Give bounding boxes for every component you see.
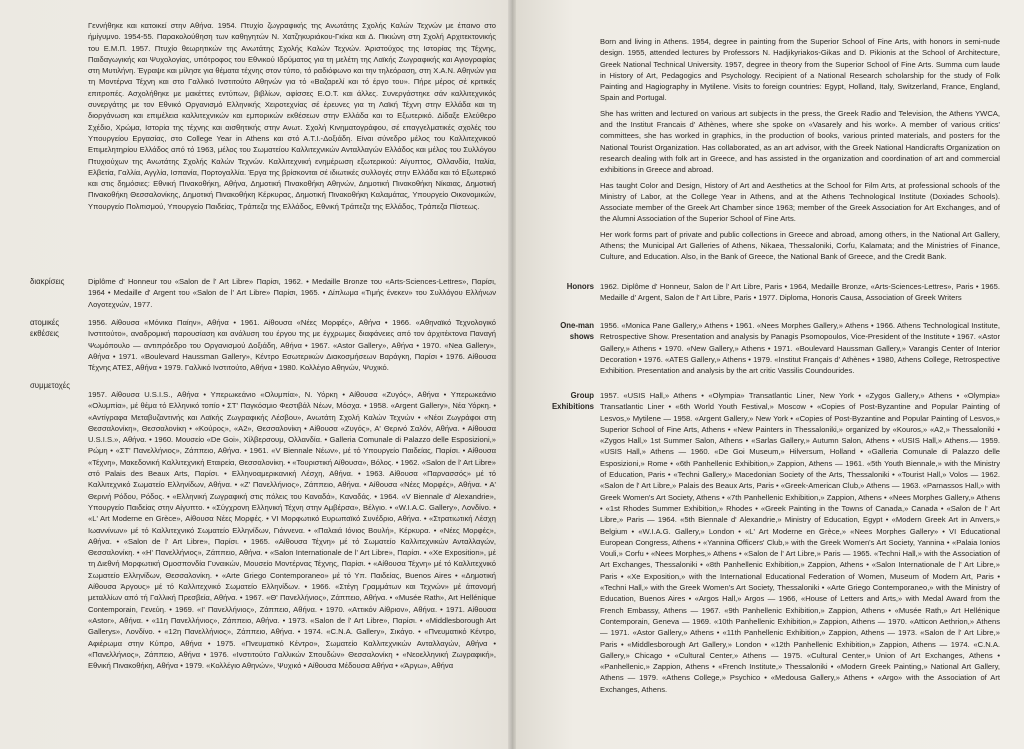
solo-label-line1: One-man bbox=[560, 321, 594, 330]
greek-group-exhibitions-text: 1957. Αίθουσα U.S.I.S., Αθήνα • Υπερωκεάνιο «Ολυμπία», Ν. Υόρκη • Αίθουσα «Ζυγός», Αθήνα • Υπερωκεάνιο «Ολυμπία», μέ θέμα τό Ελληνικό τοπίο • ΣΤ' Παγκόσμιο Φεστιβάλ Νέων, Μόσχα. • 1958. «Argent Gallery», Νέα Υόρκη. • «Αντίγραφα Μεταβυζαντινής και Λαϊκής Ζωγραφικής Λέσβου», Ανωτάτη Σχολή Καλών Τεχνών • «Νέοι Ζωγράφοι στη Θεσσαλονίκη», Θεσσαλονίκη • «Κούρος», «Α2», Θεσσαλονίκη • Αίθουσα «Ζυγός», Α' Θερινό Σαλόν, Αθήνα. • Αίθουσα U.S.I.S.», Αθήνα. • 1960. Μουσείο «De Goi», Χίλβερσουμ, Ολλανδία. • Galleria Comunale di Palazzo delle Esposizioni,» Ρώμη • «ΣΤ' Πανελλήνιος», Ζάππειο, Αθήνα. • 1961. «V Biennale Νέων», μέ τό Υπουργείο Παιδείας, Παρίσι. • Αίθουσα «Τέχνη», Μακεδονική Καλλιτεχνική Εταιρεία, Θεσσαλονίκη. • «Τουριστική Αίθουσα», Βόλος. • 1962. «Salon de l' Art Libre» στό Palais des Beaux Arts, Παρίσι. • Ελληνοαμερικανική Λέσχη, Αθήνα. • 1963. Αίθουσα «Παρνασσός» μέ τό Καλλιτεχνικό Σωματείο Ελληνίδων, Αθήνα. • «Ζ' Πανελλήνιος», Ζάππειο, Αθήνα. • Αίθουσα «Νέες Μορφές», Αθήνα. • Α' Θερινή Ρόδου, Ρόδος. • «Ελληνική Ζωγραφική στις πόλεις του Καναδά», Καναδάς. • 1964. «V Biennale d' Alexandrie», Υπουργείο Παιδείας στην Αίγυπτο. • «Σύγχρονη Ελληνική Τέχνη στην Αμβέρσα», Βέλγιο. • «W.I.A.C. Gallery», Λονδίνο. • «L' Art Moderne en Grèce», Αίθουσα Νέες Μορφές. • VI Μορφωτικό Ευρωπαϊκό Συνέδριο, Αθήνα. • «Στρατιωτική Λέσχη Ιωαννίνων» μέ τό Καλλιτεχνικό Σωματείο Ελληνίδων, Γιάννενα. • «Παλαιά Ιόνιος Βουλή», Κέρκυρα. • «Νέες Μορφές», Αθήνα. • «Salon de l' Art Libre», Παρίσι. • 1965. «Αίθουσα Τέχνη» μέ τό Σωματείο Καλλιτεχνικών Ανταλλαγών, Θεσσαλονίκη. • «Η' Πανελλήνιος», Ζάππειο, Αθήνα. • «Salon Internationale de l' Art Libre», Παρίσι. • «Xe Exposition», μέ τη Διεθνή Μορφωτική Ομοσπονδία Γυναικών, Μουσείο Μοντέρνας Τέχνης, Παρίσι. • «Αίθουσα Τέχνη» μέ τό Καλλιτεχνικό Σωματείο Ελληνίδων, Θεσσαλονίκη. • «Arte Griego Contemporaneo» μέ τό Υπ. Παιδείας, Buenos Aires • «Δημοτική Αίθουσα Άργους» μέ τό Καλλιτεχνικό Σωματείο Ελληνίδων. • 1966. «Στέγη Γραμμάτων και Τεχνών» μέ άπονομή μεταλλίων από τή Γαλλική Πρεσβεία, Αθήνα. • 1967. «Θ' Πανελλήνιος», Ζάππειο, Αθήνα. • «Musée Rath», Art Hellénique Contemporain, Γενεύη. • 1969. «Ι' Πανελλήνιος», Ζάππειο, Αθήνα. • 1970. «Αττικόν Αίθριον», Αθήνα. • 1971. Αίθουσα «Astor», Αθήνα. • «11η Πανελλήνιος», Ζάππειο, Αθήνα. • 1973. «Salon de l' Art Libre», Παρίσι. • «Middlesborough Art Gallerys», Λονδίνο. • «12η Πανελλήνιος», Ζάππειο, Αθήνα. • 1974. «C.N.A. Gallery», Σικάγο. • «Πνευματικό Κέντρο, Αφιέρωμα στην Κύπρο, Αθήνα • 1975. «Πνευματικό Κέντρο», Σωματείο Καλλιτεχνικών Ανταλλαγών, Αθήνα • «Πανελλήνιος», Ζάππειο, Αθήνα • 1976. «Ινστιτούτο Γαλλικών Σπουδών» Θεσσαλονίκη • «Νεοελληνική Ζωγραφική», Εθνική Πινακοθήκη, Αθήνα • 1979. «Κολλέγιο Αθηνών», Ψυχικό • Αίθουσα Μέδουσα Αθήνα • «Άργω», Αθήνα bbox=[88, 390, 496, 671]
book-gutter bbox=[508, 0, 516, 749]
bio-paragraph-1: Born and living in Athens. 1954, degree in painting from the Superior School of Fine Arts, with honors in semi-nude design. 1955, attended lectures by Professors N. Hadjikyriakos-Gikas and D. Pikionis at the School of Architecture, Greek National Technical University. 1957, degree in theory from the Superior School of Fine Arts. Summa cum laude in History of Art, Pedagogics and Psychology. Recipient of a National Research scholarship for the study of Folk Painting and Hagiography in Mytilene. Visits to foreign countries: Egypt, Holland, Italy, Switzerland, France, England, Spain and Portugal. bbox=[600, 37, 1000, 103]
group-exhibitions-text: 1957. «USIS Hall,» Athens • «Olympia» Transatlantic Liner, New York • «Zygos Gallery,» Athens • «Olympia» Transatlantic Liner • «6th World Youth Festival,» Moscow • «Copies of Post-Byzantine and Popular Painting of Lesvos,» Mytilene — 1958. «Argent Gallery,» New York • «Copies of Post-Byzantine and Popular Painting of Lesvos,» Superior School of Fine Arts, Athens • «New Painters in Thessaloniki,» organized by «Kouros,» «A2,» Thessaloniki • «Zygos Hall,» 1st Summer Salon, Athens • «Sarlas Gallery,» Autumn Salon, Athens • «USIS Hall,» Athens.— 1959. «USIS Hall,» Athens — 1960. «De Goi Museum,» Hilversum, Holland • «Galleria Comunale di Palazzo delle Esposizioni,» Rome • «6th Panhellenic Exhibition,» Zappion, Athens — 1961. «5th Youth Biennale,» with the Ministry of Education, Paris • «Techni Gallery,» Macedonian Society of the Arts, Thessaloniki • «Tourist Hall,» Volos — 1962. «Salon de l' Art Libre,» Palais des Beaux Arts, Paris • «Greek-American Club,» Athens — 1963. «Parnassos Hall,» with Greek Women's Art Society, Athens • «7th Panhellenic Exhibition,» Zappion, Athens • «Nees Morphes Gallery,» Athens • «1st Rhodes Summer Exhibition,» Rhodes • «Greek Painting in the Towns of Canada,» Canada • «Salon de l' Art Libre,» Paris — 1964. «5th Biennale d' Alexandrie,» Ministry of Education, Egypt • «Modern Greek Art in Anvers,» Belgium • «W.I.A.G. Gallery,» London • «L' Art Moderne en Grèce,» «Nees Morphes Gallery» • VI Educational European Congress, Athens • «Yannina Officers' Club,» with the Greek Women's Art Society, Yannina • «Palaia Ionios Vouli,» Corfu • «Nees Morphes,» Athens • «Salon de l' Art Libre,» Paris — 1965. «Techni Hall,» with the Association of Art Exchanges, Thessaloniki • «8th Panhellenic Exhibition,» Zappion, Athens • «Salon Internationale de l' Art Libre,» Paris • «Xe Exposition,» with the International Educational Federation of Women, Museum of Modern Art, Paris • «Techni Hall,» with the Greek Women's Art Society, Thessaloniki • «Arte Griego Contemporaneo,» with the Ministry of Education, Buenos Aires • «Argos Hall,» Argos — 1966, «House of Letters and Arts,» with Medal Award from the French Embassy, Athens — 1967. «9th Panhellenic Exhibition,» Zappion, Athens • «Musée Rath,» Art Hellénique Contemporain, Geneva — 1969. «10th Panhellenic Exhibition,» Zappion, Athens — 1970. «Atticon Aethrion,» Athens — 1971. «Astor Gallery,» Athens • «11th Panhellenic Exhibition,» Zappion, Athens — 1973. «Salon de l' Art Libre,» Paris • «Middlesborough Art Gallery,» London • «12th Panhellenic Exhibition,» Zappion, Athens — 1974. «C.N.A. Gallery,» Chicago • «Cultural Center,» Athens — 1975. «Cultural Center,» Union of Art Exchanges, Athens • «Panhellenic,» Zappion, Athens • «French Institute,» Thessaloniki • «Modern Greek Painting,» National Art Gallery, Athens — 1979. «Athens College,» Psychico • «Medousa Gallery,» Athens • «Argo» with the Association of Art Exchanges, Athens. bbox=[600, 391, 1000, 694]
bio-paragraph-4: Her work forms part of private and public collections in Greece and abroad, among others, in the National Art Gallery, Athens; the Municipal Art Galleries of Athens, Nikaea, Thessaloniki, Corfu, Kalamata; and the Ministries of Finance, Culture, and Education. Also, in the Bank of Greece, the National Bank of Greece, and the Credit Bank. bbox=[600, 229, 1000, 262]
honors-label: Honors bbox=[566, 282, 594, 291]
solo-label-line2: shows bbox=[569, 332, 594, 341]
right-page-english bbox=[512, 0, 1024, 749]
greek-biography: Γεννήθηκε και κατοικεί στην Αθήνα. 1954. Πτυχίο ζωγραφικής της Ανωτάτης Σχολής Καλών Τεχνών με έπαινο στο ήμίγυμνο. 1954-55. Παρακολούθηση των καθηγητών Ν. Χατζηκυριάκου-Γκίκα και Δ. Πικιώνη στη Σχολή Αρχιτεκτονικής του Ε.Μ.Π. 1957. Πτυχίο θεωρητικών της Ανωτάτης Σχολής Καλών Τεχνών. Άριστούχος της Ιστορίας της Τέχνης, Παιδαγωγικής και Ψυχολογίας, υπότροφος του Εθνικού Ιδρύματος για τη μελέτη της Λαϊκής Ζωγραφικής και Αγιογραφίας στη Μυτιλήνη. Έγραψε και μίλησε για θέματα τέχνης στον τύπο, τό ραδιόφωνο και την τηλεόραση, στη Χ.Α.Ν. Αθηνών για τη Μοντέρνα Τέχνη και στο Γαλλικό Ινστιτούτο Αθηνών για τό «Βαζαρελί και τό έργο του». Πήρε μέρος σέ κριτικές επιτροπές. Ασχολήθηκε με μακέττες εντύπων, βιβλίων, αφίσσες Ε.Ο.Τ. και άλλες. Συνεργάστηκε σάν καλλιτεχνικός συνεργάτης με τον Εθνικό Οργανισμό Ελληνικής Χειροτεχνίας σέ έρευνες για τη Λαϊκή Τέχνη στην Ελλάδα και τη διοργάνωση και επιμέλεια καλλιτεχνικών και εμπορικών εκθέσεων στην Ελλάδα και το Εξωτερικό. Δίδαξε Ελεύθερο Σχέδιο, Χρώμα, Ιστορία της τέχνης και αισθητικής στην Ανωτ. Σχολή Κινηματογράφου, σέ επαγγελματικές σχολές του Υπουργείου Εργασίας, στο College Year in Athens και στό Α.Τ.Ι.-Δοξιάδη. Είναι σύνεδρο μέλος του Καλλιτεχνικού Επιμελητηρίου Ελλάδος από τό 1963, μέλος του Σωματείου Καλλιτεχνικών Ανταλλαγών Ελλάδος και μέλος του Συλλόγου Πτυχιούχων της Ανωτάτης Σχολής Καλών Τεχνών. Καλλιτεχνική ενημέρωση εξωτερικού: Αίγυπτος, Ολλανδία, Ιταλία, Ελβετία, Γαλλία, Αγγλία, Ισπανία, Πορτογαλλία. Έργα της βρίσκονται σέ ιδιωτικές συλλογές στην Ελλάδα και τό Εξωτερικό και στις δημόσιες: Εθνική Πινακοθήκη, Αθήνα, Δημοτική Πινακοθήκη Αθηνών, Δημοτική Πινακοθήκη Νίκαιας, Δημοτική Πινακοθήκη Θεσσαλονίκης, Δημοτική Πινακοθήκη Κέρκυρας, Δημοτική Πινακοθήκη Καλαμάτας, Υπουργείο Οικονομικών, Υπουργείο Πολιτισμού, Υπουργείο Παιδείας, Τράπεζα της Ελλάδος, Εθνική Τράπεζα της Ελλάδος, Τράπεζα Πίστεως. bbox=[88, 21, 496, 211]
greek-honors-label: διακρίσεις bbox=[30, 277, 65, 286]
group-label-line1: Group bbox=[570, 391, 594, 400]
greek-solo-exhibitions-text: 1956. Αίθουσα «Μόνικα Παίην», Αθήνα • 1961. Αίθουσα «Νέες Μορφές», Αθήνα • 1966. «Αθηναϊκό Τεχνολογικό Ινστιτούτο», αναδρομική παρουσίαση και ανάλυση του έργου της με έγχρωμες διαφάνειες από τον άρχιτέκτονα Παναγή Ψωμόπουλο — αντιπρόεδρο του Οργανισμού Δοξιάδη, Αθήνα • 1967. «Astor Gallery», Αθήνα • 1970. «Nea Gallery», Αθήνα • 1971. «Boulevard Haussman Gallery», Κέντρο Εσωτερικών Διακοσμήσεων Βαράγκη, Παρίσι • 1976. Αίθουσα Τέχνης ΑΤΕΣ, Αθήνα • 1979. Γαλλικό Ινστιτούτο, Αθήνα • 1980. Κολλέγιο Αθηνών, Ψυχικό. bbox=[88, 318, 496, 373]
solo-exhibitions-text: 1956. «Monica Pane Gallery,» Athens • 1961. «Nees Morphes Gallery,» Athens • 1966. Athens Technological Institute, Retrospective Show. Presentation and analysis by Panagis Psomopoulos, Vice-President of the Institute • 1967. «Astor Gallery,» Athens • 1970. «New Gallery,» Athens • 1971. «Boulevard Haussman Gallery,» Varangis Center of Interior Decoration • 1976. «ATES Gallery,» Athens • 1979. «Institut Français d' Athènes • 1980, Athens College, Retrospective Exhibition. Presentation and analysis by the art critic Vassilis Coundourides. bbox=[600, 321, 1000, 376]
greek-solo-label-line2: εκθέσεις bbox=[30, 329, 59, 338]
greek-solo-label-line1: ατομικές bbox=[30, 318, 60, 327]
bio-paragraph-2: She has written and lectured on various art subjects in the press, the Greek Radio and Television, the Athens YWCA, and the Institut Francais d' Athènes, where she spoke on «Vasarely and his work». A member of various critics' committees, she has worked in graphics, in the production of books, various printed materials, and posters for the National Tourist Organization. Has collaborated, as an art advisor, with the Greek National Handicrafts Organization on research dealing with folk art in Greece, and has assisted in the organization and coordination of art and commercial exhibitions in Greece and abroad. bbox=[600, 108, 1000, 175]
group-label-line2: Exhibitions bbox=[551, 402, 594, 411]
greek-honors-text: Diplôme d' Honneur του «Salon de l' Art Libre» Παρίσι, 1962. • Medaille Bronze του «Arts-Sciences-Lettres», Παρίσι, 1964 • Medaille d' Argent του «Salon de l' Art Libre» Παρίσι, 1965. • Δίπλωμα «Τιμής ένεκεν» του Συλλόγου Ελλήνων Λογοτεχνών, 1977. bbox=[88, 277, 496, 309]
bio-paragraph-3: Has taught Color and Design, History of Art and Aesthetics at the School for Film Arts, at professional schools of the Ministry of Labor, at the College Year in Athens, and at the Athens Technological Institute (Doxiades Schools). Associate member of the Greek Art Chamber since 1963; member of the Greek Association for Art Exchanges, and of the Alumni Association of the Superior School of Fine Arts. bbox=[600, 180, 1000, 224]
greek-group-label: συμμετοχές bbox=[30, 381, 70, 390]
english-biography bbox=[600, 36, 1000, 267]
honors-text: 1962. Diplôme d' Honneur, Salon de l' Art Libre, Paris • 1964, Medaille Bronze, «Arts-Sciences-Lettres», Paris • 1965. Medaille d' Argent, Salon de l' Art Libre, Paris • 1977. Diploma, Honoris Causa, Association of Greek Writers bbox=[600, 282, 1000, 303]
